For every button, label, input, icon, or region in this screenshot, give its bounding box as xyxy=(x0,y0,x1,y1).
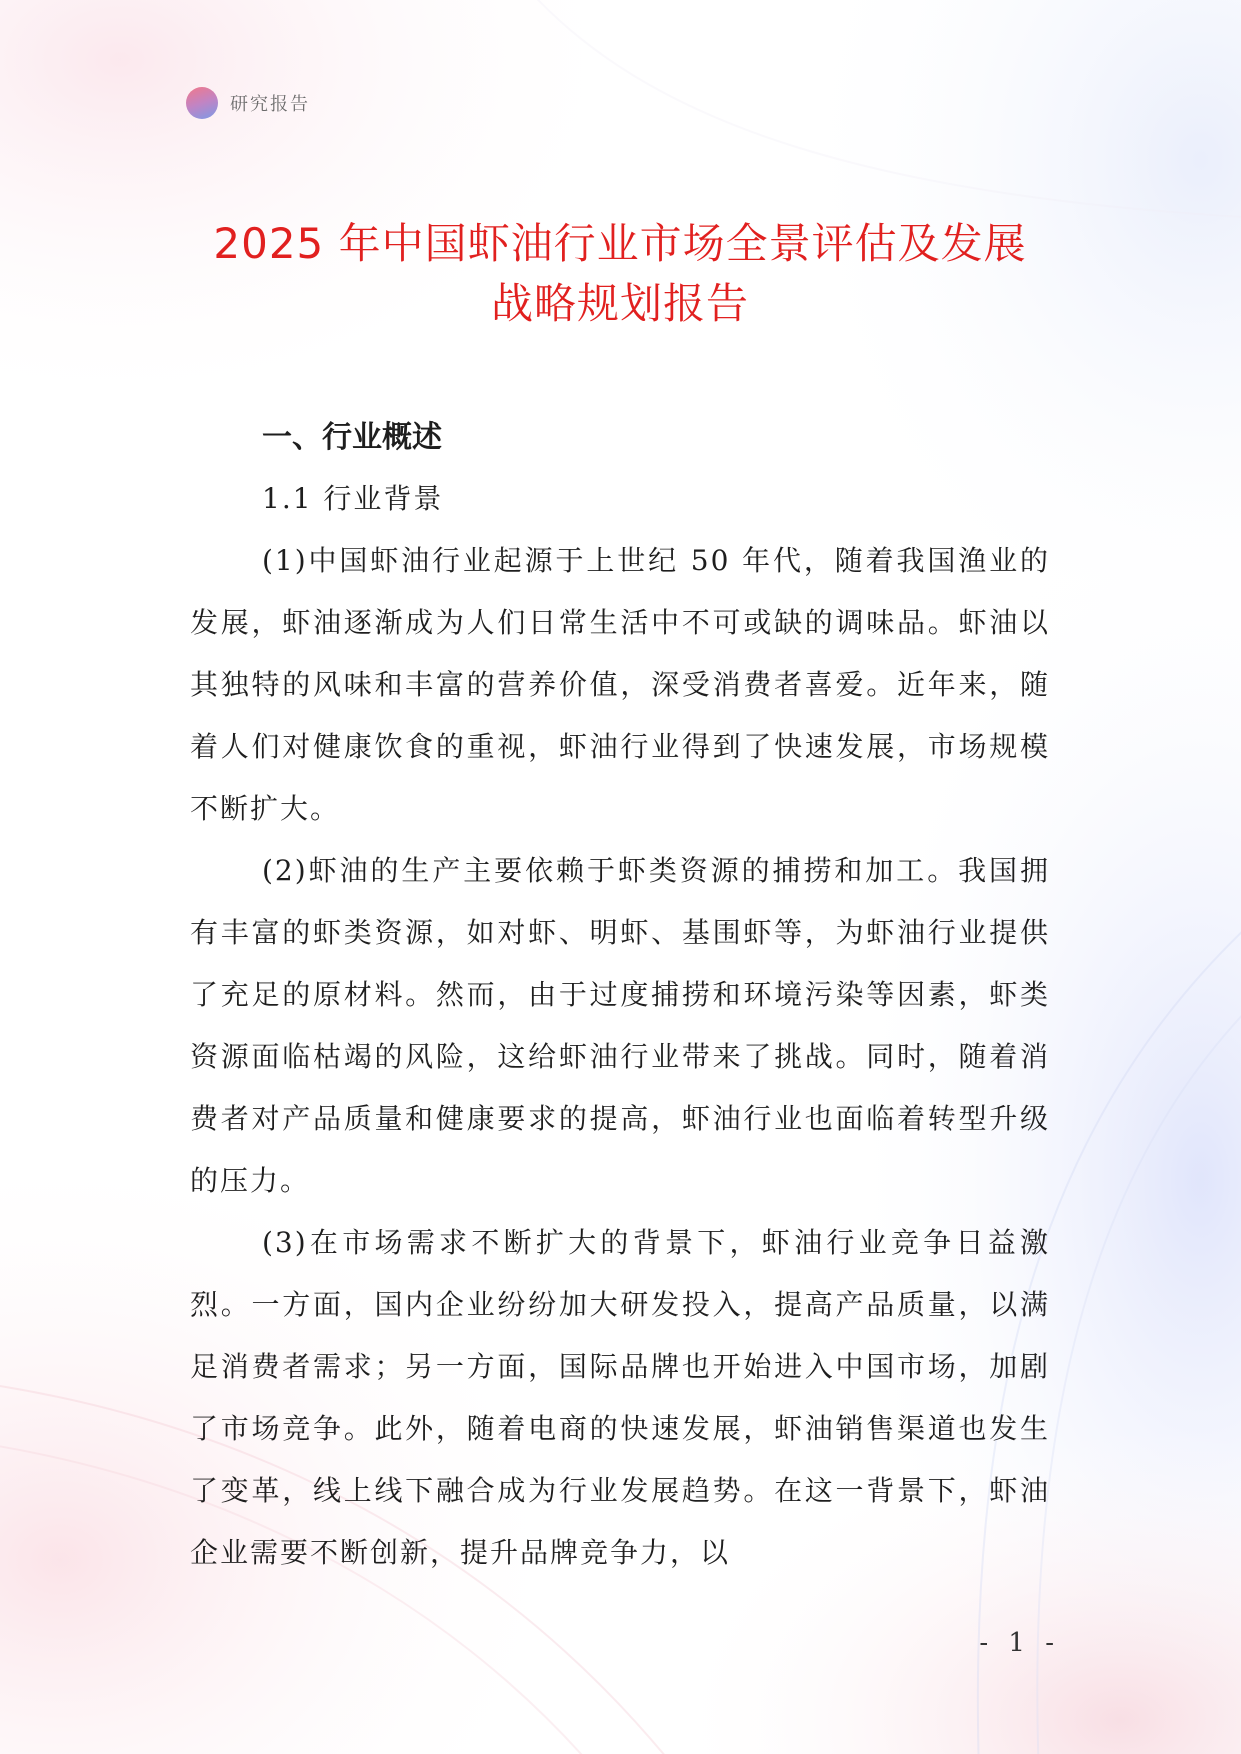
document-title xyxy=(150,214,1090,334)
paragraph-2: (2)虾油的生产主要依赖于虾类资源的捕捞和加工。我国拥有丰富的虾类资源，如对虾、明虾、基围虾等，为虾油行业提供了充足的原材料。然而，由于过度捕捞和环境污染等因素，虾类资源面临枯竭的风险，这给虾油行业带来了挑战。同时，随着消费者对产品质量和健康要求的提高，虾油行业也面临着转型升级的压力。 xyxy=(190,854,1050,1197)
document-body xyxy=(190,408,1050,1584)
title-line-1: 2025 年中国虾油行业市场全景评估及发展 xyxy=(213,219,1027,268)
report-header xyxy=(186,86,310,120)
page-number: - 1 - xyxy=(979,1628,1060,1658)
logo-circle-icon xyxy=(186,87,218,119)
title-line-2: 战略规划报告 xyxy=(490,279,749,328)
header-label: 研究报告 xyxy=(230,94,310,115)
paragraph-3: (3)在市场需求不断扩大的背景下，虾油行业竞争日益激烈。一方面，国内企业纷纷加大研发投入，提高产品质量，以满足消费者需求；另一方面，国际品牌也开始进入中国市场，加剧了市场竞争。此外，随着电商的快速发展，虾油销售渠道也发生了变革，线上线下融合成为行业发展趋势。在这一背景下，虾油企业需要不断创新，提升品牌竞争力，以 xyxy=(190,1226,1050,1569)
paragraph-1: (1)中国虾油行业起源于上世纪 50 年代，随着我国渔业的发展，虾油逐渐成为人们日常生活中不可或缺的调味品。虾油以其独特的风味和丰富的营养价值，深受消费者喜爱。近年来，随着人们对健康饮食的重视，虾油行业得到了快速发展，市场规模不断扩大。 xyxy=(190,544,1050,825)
sub-heading: 1.1 行业背景 xyxy=(262,482,444,515)
section-heading: 一、行业概述 xyxy=(262,420,442,455)
